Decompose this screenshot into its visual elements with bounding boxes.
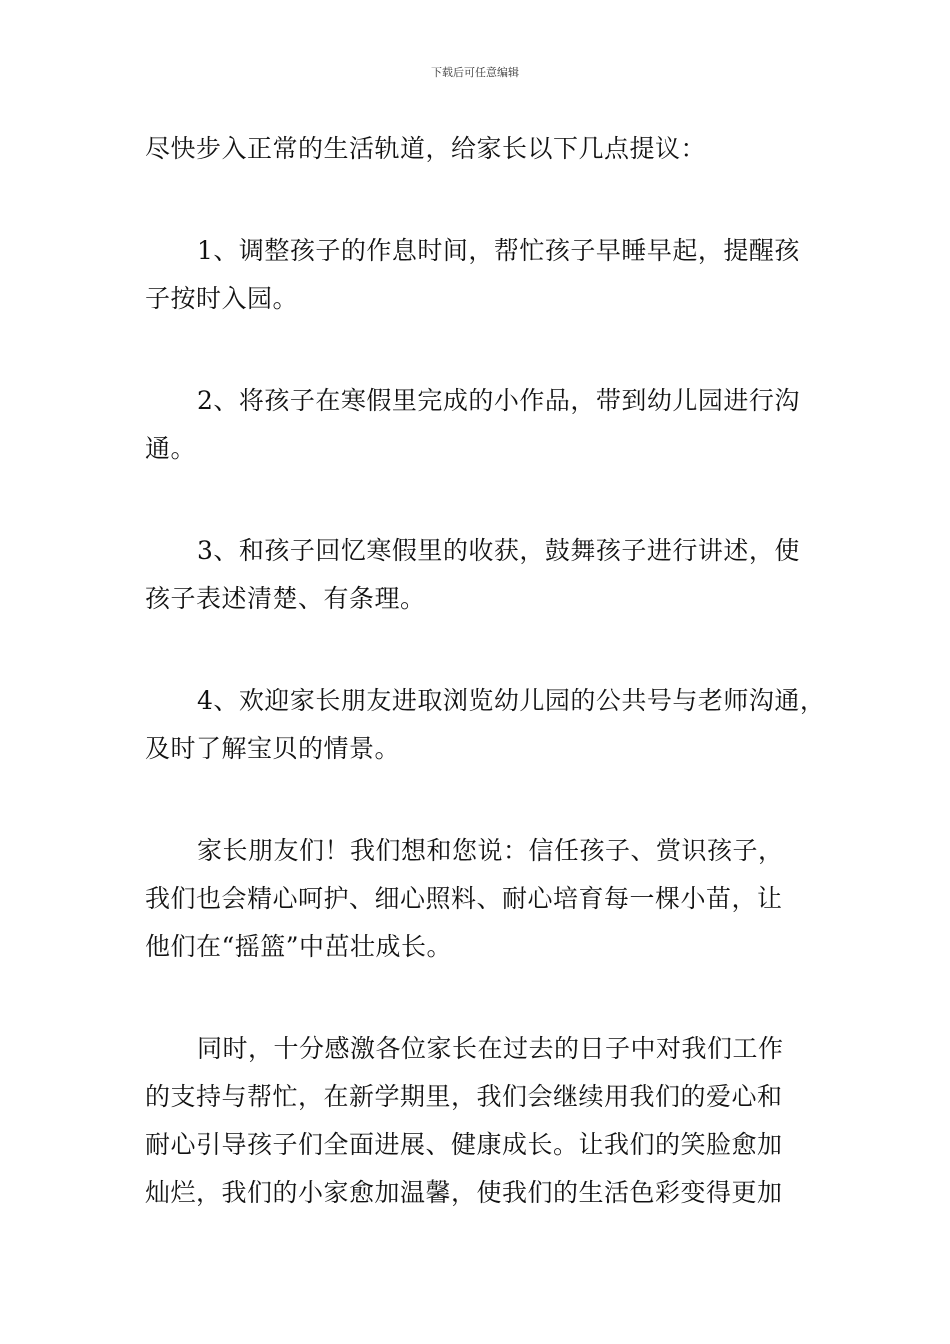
text-line: 同时，十分感激各位家长在过去的日子中对我们工作 — [197, 1034, 784, 1063]
text-line: 及时了解宝贝的情景。 — [145, 734, 401, 763]
document-body — [145, 125, 826, 1217]
text-line: 3、和孩子回忆寒假里的收获，鼓舞孩子进行讲述，使 — [197, 536, 800, 565]
text-line: 1、调整孩子的作息时间，帮忙孩子早睡早起，提醒孩 — [197, 236, 800, 265]
text-line: 子按时入园。 — [145, 284, 299, 313]
text-line: 耐心引导孩子们全面进展、健康成长。让我们的笑脸愈加 — [145, 1130, 783, 1159]
text-line: 灿烂，我们的小家愈加温馨，使我们的生活色彩变得更加 — [145, 1178, 783, 1207]
paragraph-item-1 — [145, 227, 810, 323]
paragraph-intro — [145, 125, 810, 173]
text-line: 我们也会精心呵护、细心照料、耐心培育每一棵小苗，让 — [145, 884, 783, 913]
text-line: 他们在“摇篮”中茁壮成长。 — [145, 932, 453, 961]
text-line: 通。 — [145, 434, 197, 463]
paragraph-item-3 — [145, 527, 810, 623]
page-header-note: 下载后可任意编辑 — [431, 66, 519, 79]
text-line: 4、欢迎家长朋友进取浏览幼儿园的公共号与老师沟通， — [197, 686, 826, 715]
paragraph-item-2 — [145, 377, 810, 473]
text-line: 家长朋友们！我们想和您说：信任孩子、赏识孩子， — [197, 836, 784, 865]
text-line: 的支持与帮忙，在新学期里，我们会继续用我们的爱心和 — [145, 1082, 783, 1111]
paragraph-message — [145, 827, 810, 971]
text-line: 孩子表述清楚、有条理。 — [145, 584, 426, 613]
paragraph-thanks — [145, 1025, 810, 1217]
paragraph-item-4 — [145, 677, 826, 773]
text-line: 2、将孩子在寒假里完成的小作品，带到幼儿园进行沟 — [197, 386, 800, 415]
text-line: 尽快步入正常的生活轨道，给家长以下几点提议： — [145, 134, 707, 163]
